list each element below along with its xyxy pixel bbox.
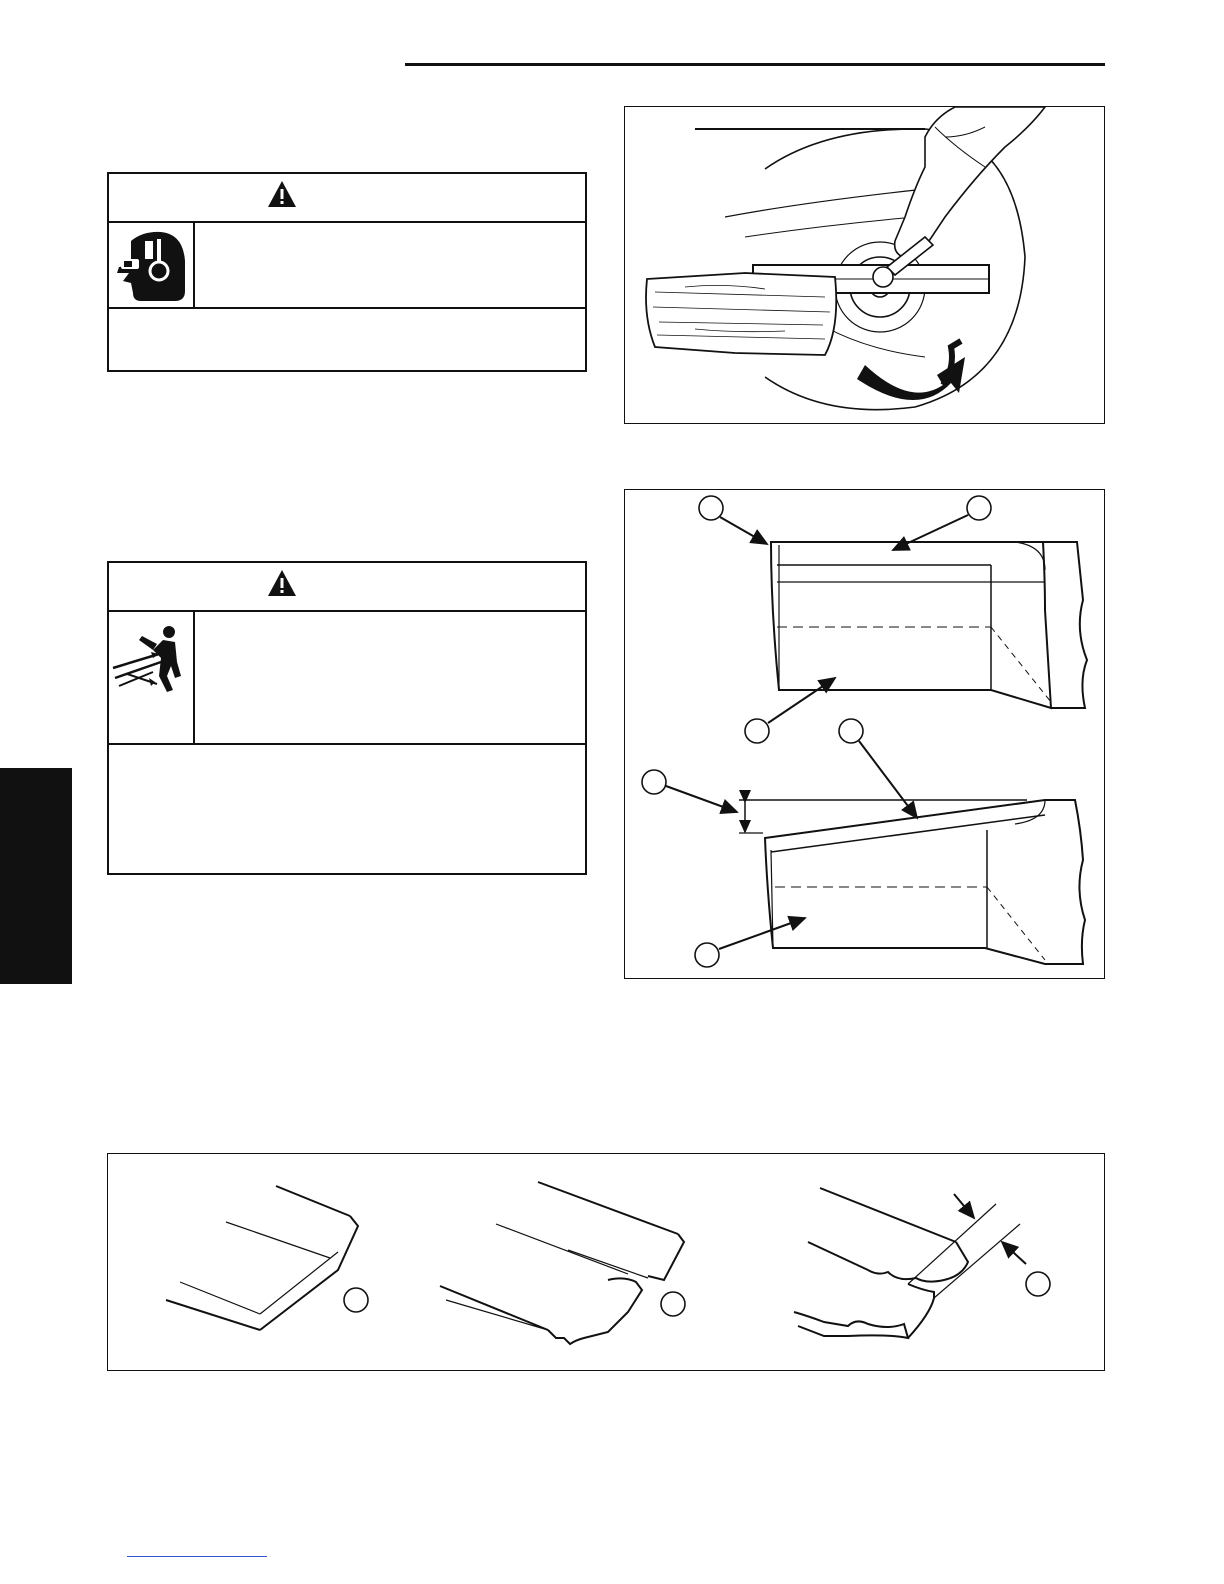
figure-blade-removal <box>624 106 1105 424</box>
warning-triangle-icon <box>267 569 297 597</box>
section-tab <box>0 768 72 984</box>
callout-circle <box>967 496 991 520</box>
callout-circle <box>661 1292 685 1316</box>
callout-circle <box>839 719 863 743</box>
warning-divider <box>109 743 585 745</box>
blade-removal-illustration <box>625 107 1106 425</box>
figure-blade-wear <box>624 489 1105 979</box>
callout-circle <box>642 770 666 794</box>
warning-symbol-cell <box>109 221 195 308</box>
footer-link-underline <box>127 1556 267 1557</box>
callout-circle <box>745 719 769 743</box>
header-rule <box>405 63 1105 66</box>
callout-circle <box>1026 1272 1050 1296</box>
blade-wear-illustration <box>625 490 1106 980</box>
warning-divider <box>109 307 585 309</box>
callout-circle <box>699 496 723 520</box>
warning-header <box>109 563 585 612</box>
warning-header <box>109 174 585 223</box>
callout-circle <box>695 943 719 967</box>
eye-protection-icon <box>109 221 193 308</box>
warning-triangle-icon <box>267 180 297 208</box>
figure-blade-damage <box>107 1153 1105 1371</box>
blade-damage-illustration <box>108 1154 1106 1372</box>
warning-box-thrown-objects <box>107 561 587 875</box>
thrown-object-hazard-icon <box>109 610 193 744</box>
callout-circle <box>344 1288 368 1312</box>
warning-box-eye-protection <box>107 172 587 372</box>
warning-symbol-cell <box>109 610 195 744</box>
